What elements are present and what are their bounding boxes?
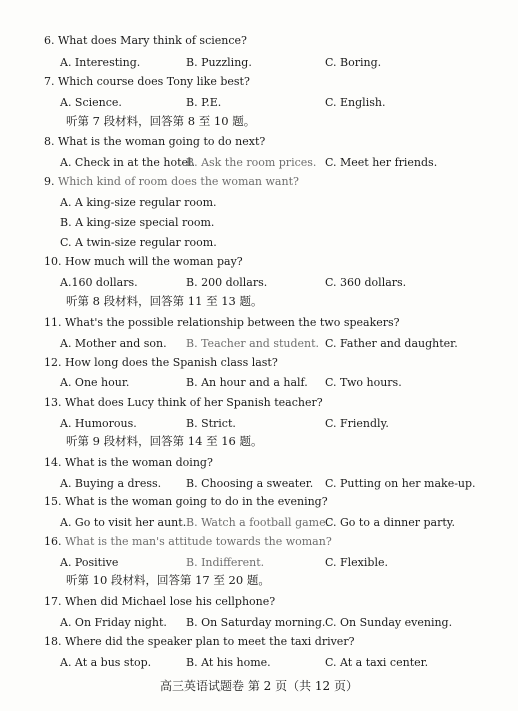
option-a: A. Mother and son.	[60, 337, 167, 350]
options-17	[0, 616, 518, 629]
option-a: A. Positive	[60, 556, 119, 569]
question-7	[44, 75, 250, 88]
option-a: A. At a bus stop.	[60, 656, 152, 669]
option-b: B. Strict.	[186, 417, 236, 430]
option-b: B. At his home.	[186, 656, 271, 669]
option-c: C. Two hours.	[325, 376, 402, 389]
option-c: C. Father and daughter.	[325, 337, 458, 350]
question-number: 12.	[44, 356, 62, 369]
question-text: When did Michael lose his cellphone?	[65, 595, 276, 608]
options-12	[0, 376, 518, 389]
question-12	[44, 356, 278, 369]
option-a: A. Interesting.	[60, 56, 141, 69]
question-text: What's the possible relationship between the two speakers?	[65, 316, 400, 329]
option-b: B. Teacher and student.	[186, 337, 320, 350]
option-a: A. One hour.	[60, 376, 130, 389]
question-number: 10.	[44, 255, 62, 268]
question-number: 11.	[44, 316, 62, 329]
question-number: 16.	[44, 535, 62, 548]
question-text: Which course does Tony like best?	[58, 75, 250, 88]
question-text: What is the woman going to do next?	[58, 135, 266, 148]
question-16	[44, 535, 332, 548]
question-13	[44, 396, 323, 409]
option-c: C. Go to a dinner party.	[325, 516, 456, 529]
question-10	[44, 255, 243, 268]
question-6	[44, 34, 247, 47]
question-17	[44, 595, 275, 608]
option-b: B. Watch a football game.	[186, 516, 330, 529]
option-b: B. Ask the room prices.	[186, 156, 317, 169]
option-a: A.160 dollars.	[60, 276, 138, 289]
option-a-9: A. A king-size regular room.	[60, 196, 217, 209]
question-15	[44, 495, 328, 508]
page-footer: 高三英语试题卷 第 2 页（共 12 页）	[160, 679, 358, 693]
question-text: Where did the speaker plan to meet the taxi driver?	[65, 635, 355, 648]
question-text: What is the woman going to do in the evening?	[65, 495, 328, 508]
option-c: C. Putting on her make-up.	[325, 477, 476, 490]
option-c-9: C. A twin-size regular room.	[60, 236, 217, 249]
question-number: 7.	[44, 75, 55, 88]
question-text: Which kind of room does the woman want?	[58, 175, 299, 188]
question-number: 8.	[44, 135, 55, 148]
option-c: C. English.	[325, 96, 386, 109]
question-text: What is the woman doing?	[65, 456, 213, 469]
option-a: A. Science.	[60, 96, 122, 109]
section-instruction-9: 听第 9 段材料，回答第 14 至 16 题。	[66, 434, 263, 448]
option-b: B. Choosing a sweater.	[186, 477, 314, 490]
question-number: 17.	[44, 595, 62, 608]
option-c: C. At a taxi center.	[325, 656, 429, 669]
options-13	[0, 417, 518, 430]
question-number: 6.	[44, 34, 55, 47]
options-11	[0, 337, 518, 350]
options-10	[0, 276, 518, 289]
question-text: How long does the Spanish class last?	[65, 356, 278, 369]
options-7	[0, 96, 518, 109]
option-c: C. Boring.	[325, 56, 382, 69]
question-number: 15.	[44, 495, 62, 508]
option-c: C. Friendly.	[325, 417, 389, 430]
option-c: C. On Sunday evening.	[325, 616, 453, 629]
question-text: What does Mary think of science?	[58, 34, 247, 47]
options-14	[0, 477, 518, 490]
option-a: A. Go to visit her aunt.	[60, 516, 187, 529]
section-instruction-7: 听第 7 段材料，回答第 8 至 10 题。	[66, 114, 256, 128]
question-number: 18.	[44, 635, 62, 648]
option-b: B. 200 dollars.	[186, 276, 268, 289]
question-number: 13.	[44, 396, 62, 409]
question-number: 14.	[44, 456, 62, 469]
section-instruction-8: 听第 8 段材料，回答第 11 至 13 题。	[66, 294, 263, 308]
option-a: A. Humorous.	[60, 417, 137, 430]
question-11	[44, 316, 400, 329]
question-number: 9.	[44, 175, 55, 188]
option-b: B. Puzzling.	[186, 56, 252, 69]
option-b: B. On Saturday morning.	[186, 616, 326, 629]
options-18	[0, 656, 518, 669]
option-c: C. Meet her friends.	[325, 156, 438, 169]
option-b: B. P.E.	[186, 96, 222, 109]
option-a: A. Check in at the hotel.	[60, 156, 196, 169]
option-a: A. On Friday night.	[60, 616, 167, 629]
option-b-9: B. A king-size special room.	[60, 216, 215, 229]
options-6	[0, 56, 518, 69]
option-c: C. 360 dollars.	[325, 276, 407, 289]
question-18	[44, 635, 354, 648]
option-a: A. Buying a dress.	[60, 477, 162, 490]
options-16	[0, 556, 518, 569]
question-8	[44, 135, 265, 148]
question-text: How much will the woman pay?	[65, 255, 243, 268]
question-text: What is the man's attitude towards the woman?	[65, 535, 332, 548]
question-9	[44, 175, 299, 188]
option-c: C. Flexible.	[325, 556, 388, 569]
question-14	[44, 456, 213, 469]
section-instruction-10: 听第 10 段材料，回答第 17 至 20 题。	[66, 573, 270, 587]
option-b: B. An hour and a half.	[186, 376, 308, 389]
options-15	[0, 516, 518, 529]
question-text: What does Lucy think of her Spanish teacher?	[65, 396, 323, 409]
option-b: B. Indifferent.	[186, 556, 265, 569]
options-8	[0, 156, 518, 169]
